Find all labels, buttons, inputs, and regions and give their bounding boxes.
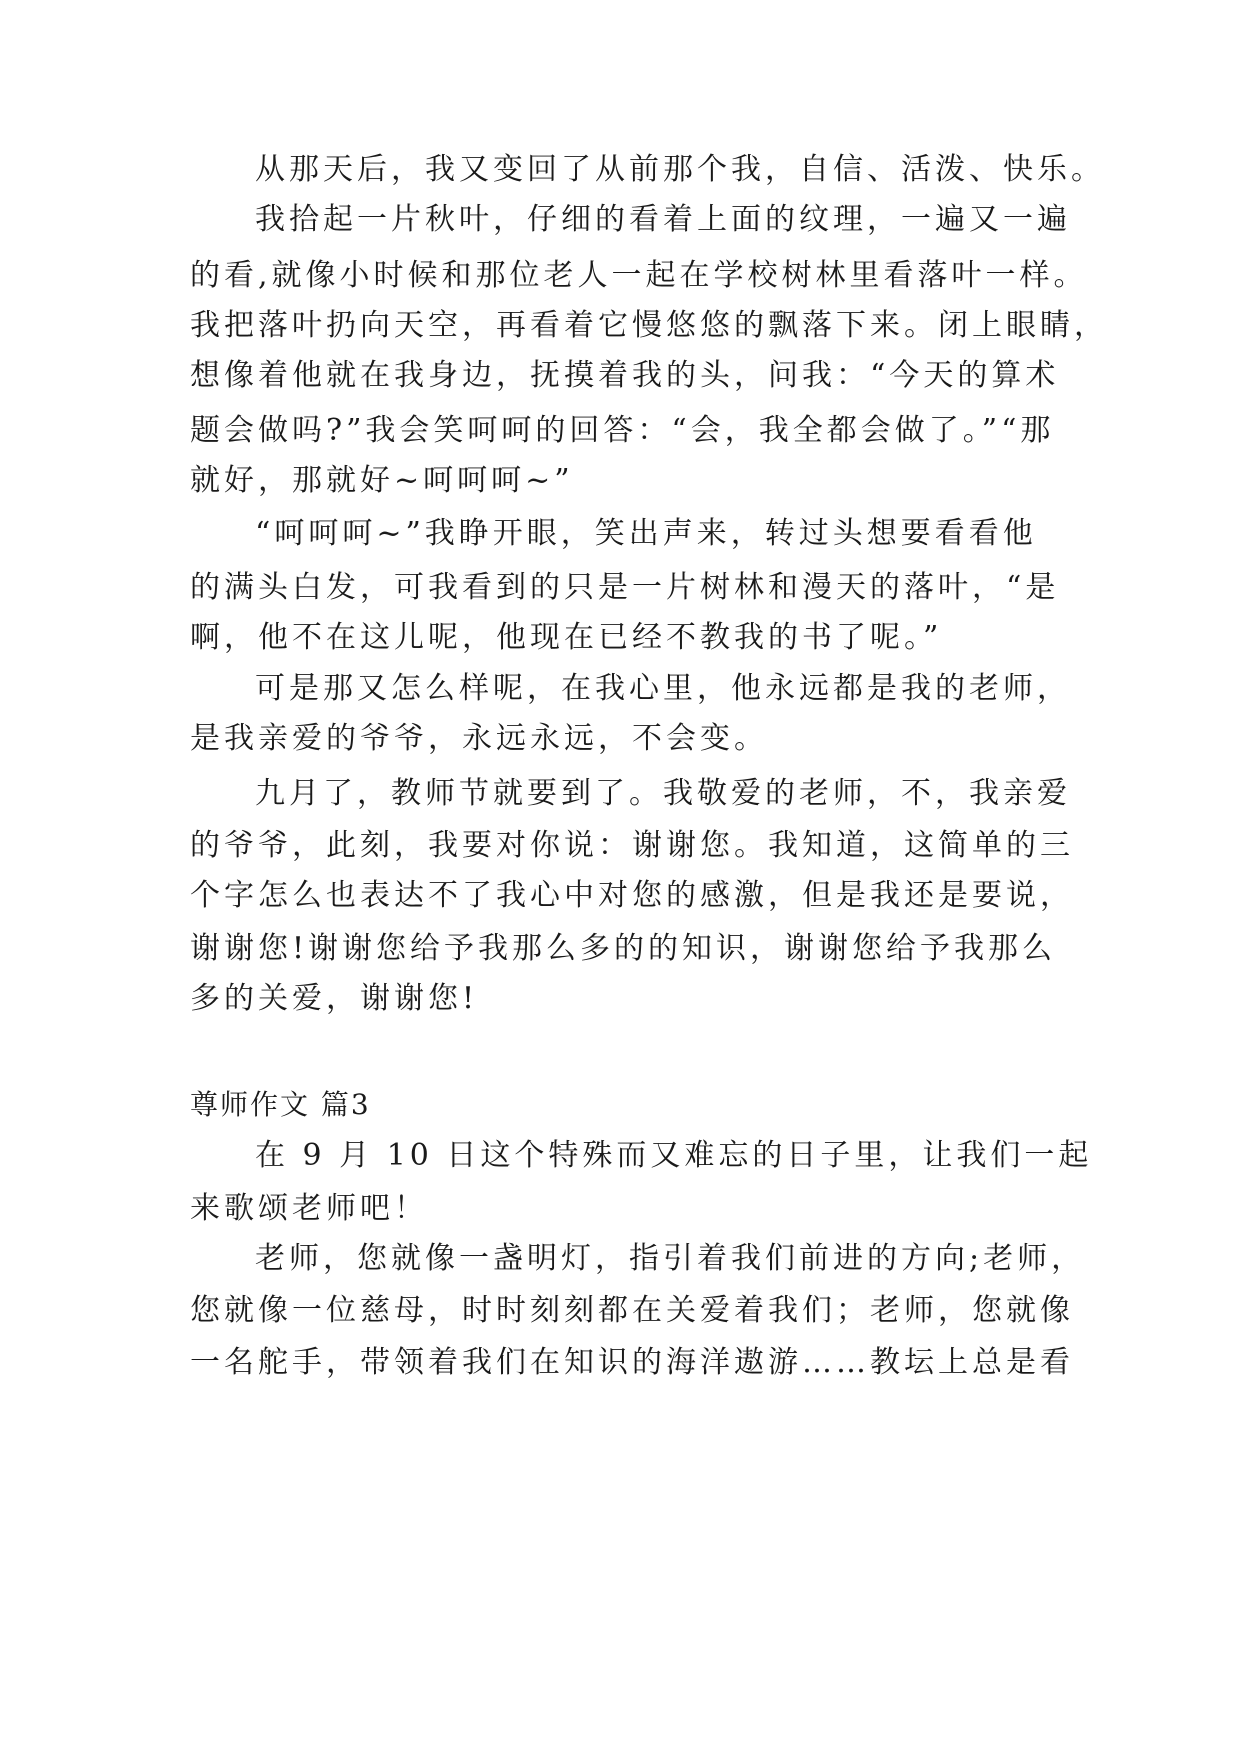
section-heading: 尊师作文 篇3: [190, 1088, 371, 1121]
section-paragraph-1-line-2: 来歌颂老师吧！: [190, 1191, 428, 1226]
paragraph-5-line-5: 多的关爱，谢谢您!: [190, 981, 479, 1016]
paragraph-4-line-1: 可是那又怎么样呢，在我心里，他永远都是我的老师，: [255, 671, 1071, 706]
paragraph-3-line-2: 的满头白发，可我看到的只是一片树林和漫天的落叶，“是: [190, 570, 1060, 605]
paragraph-3-line-1: “呵呵呵~”我睁开眼，笑出声来，转过头想要看看他: [255, 516, 1037, 551]
paragraph-2-line-3: 我把落叶扔向天空，再看着它慢悠悠的飘落下来。闭上眼睛，: [190, 308, 1108, 343]
paragraph-2-line-2: 的看,就像小时候和那位老人一起在学校树林里看落叶一样。: [190, 258, 1088, 293]
paragraph-2-line-4: 想像着他就在我身边，抚摸着我的头，问我：“今天的算术: [190, 358, 1060, 393]
paragraph-5-line-1: 九月了，教师节就要到了。我敬爱的老师，不，我亲爱: [255, 776, 1071, 811]
paragraph-4-line-2: 是我亲爱的爷爷，永远永远，不会变。: [190, 721, 768, 756]
section-paragraph-2-line-1: 老师，您就像一盏明灯，指引着我们前进的方向;老师，: [255, 1241, 1086, 1276]
paragraph-5-line-2: 的爷爷，此刻，我要对你说：谢谢您。我知道，这简单的三: [190, 828, 1074, 863]
paragraph-5-line-3: 个字怎么也表达不了我心中对您的感激，但是我还是要说，: [190, 878, 1074, 913]
paragraph-5-line-4: 谢谢您!谢谢您给予我那么多的的知识，谢谢您给予我那么: [190, 931, 1057, 966]
section-paragraph-2-line-3: 一名舵手，带领着我们在知识的海洋遨游……教坛上总是看: [190, 1345, 1074, 1380]
section-paragraph-2-line-2: 您就像一位慈母，时时刻刻都在关爱着我们；老师，您就像: [190, 1293, 1074, 1328]
paragraph-2-line-5: 题会做吗?”我会笑呵呵的回答：“会，我全都会做了。”“那: [190, 413, 1055, 448]
paragraph-2-line-6: 就好，那就好~呵呵呵~”: [190, 463, 574, 498]
paragraph-3-line-3: 啊，他不在这儿呢，他现在已经不教我的书了呢。”: [190, 620, 943, 655]
paragraph-1-line-1: 从那天后，我又变回了从前那个我，自信、活泼、快乐。: [255, 152, 1105, 187]
paragraph-2-line-1: 我拾起一片秋叶，仔细的看着上面的纹理，一遍又一遍: [255, 202, 1071, 237]
section-paragraph-1-line-1: 在 9 月 10 日这个特殊而又难忘的日子里，让我们一起: [255, 1138, 1093, 1173]
